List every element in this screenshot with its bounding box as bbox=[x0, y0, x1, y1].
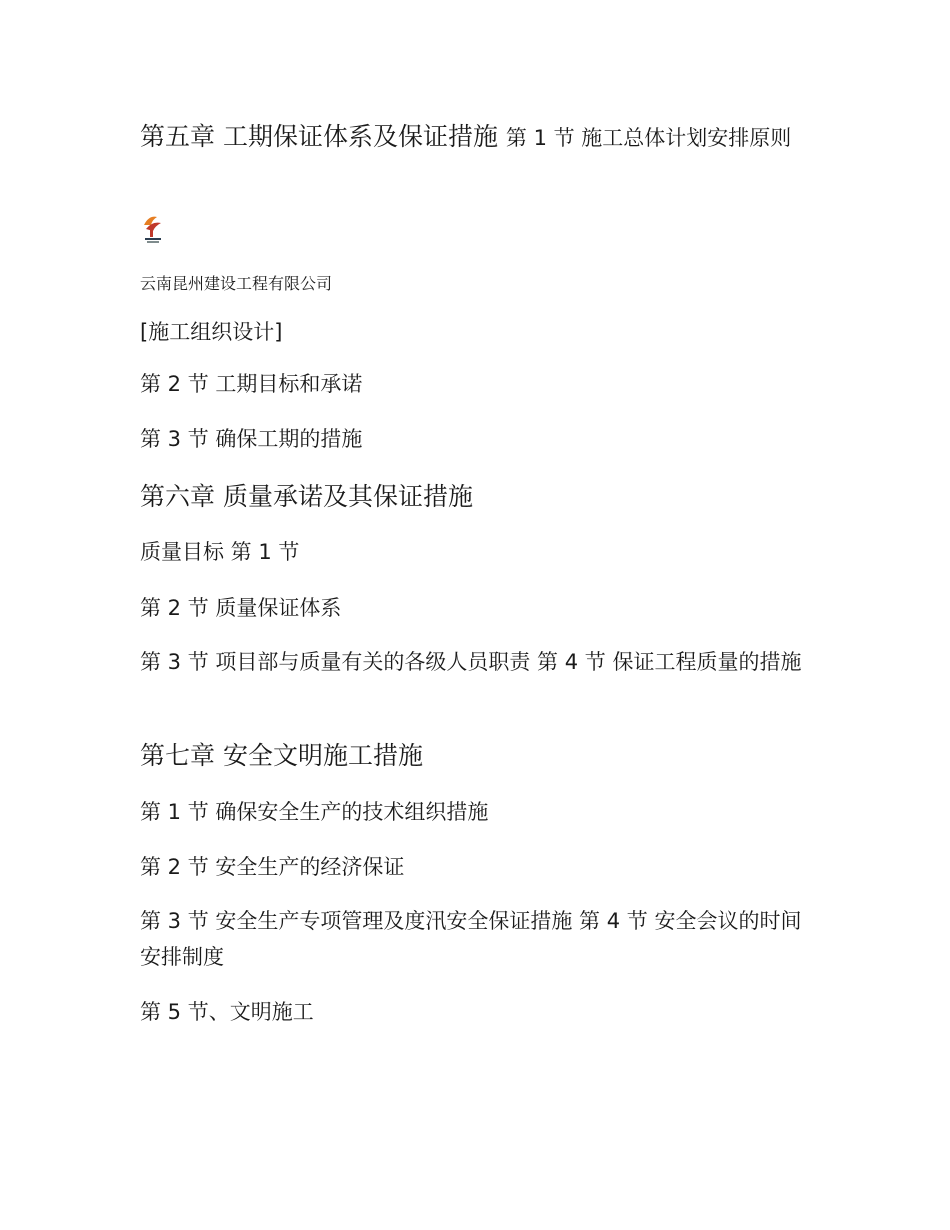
company-logo-icon bbox=[140, 211, 166, 247]
chapter-7-sections-3-4: 第 3 节 安全生产专项管理及度汛安全保证措施 第 4 节 安全会议的时间安排制度 bbox=[140, 909, 802, 969]
chapter-5-section-3: 第 3 节 确保工期的措施 bbox=[140, 427, 363, 451]
document-type: [施工组织设计] bbox=[140, 320, 283, 344]
company-name: 云南昆州建设工程有限公司 bbox=[140, 274, 333, 293]
chapter-5-heading bbox=[140, 114, 820, 161]
chapter-5-title: 第五章 工期保证体系及保证措施 bbox=[140, 122, 498, 151]
chapter-6-title: 第六章 质量承诺及其保证措施 bbox=[140, 482, 473, 511]
chapter-7-title: 第七章 安全文明施工措施 bbox=[140, 741, 423, 770]
chapter-6-section-1: 质量目标 第 1 节 bbox=[140, 540, 300, 564]
chapter-7-section-2: 第 2 节 安全生产的经济保证 bbox=[140, 855, 405, 879]
chapter-7-section-5: 第 5 节、文明施工 bbox=[140, 1000, 314, 1024]
chapter-7-section-1: 第 1 节 确保安全生产的技术组织措施 bbox=[140, 800, 489, 824]
chapter-6-section-2: 第 2 节 质量保证体系 bbox=[140, 596, 342, 620]
chapter-6-sections-3-4: 第 3 节 项目部与质量有关的各级人员职责 第 4 节 保证工程质量的措施 bbox=[140, 650, 802, 674]
chapter-5-section-1: 第 1 节 施工总体计划安排原则 bbox=[505, 126, 792, 150]
chapter-5-section-2: 第 2 节 工期目标和承诺 bbox=[140, 372, 363, 396]
